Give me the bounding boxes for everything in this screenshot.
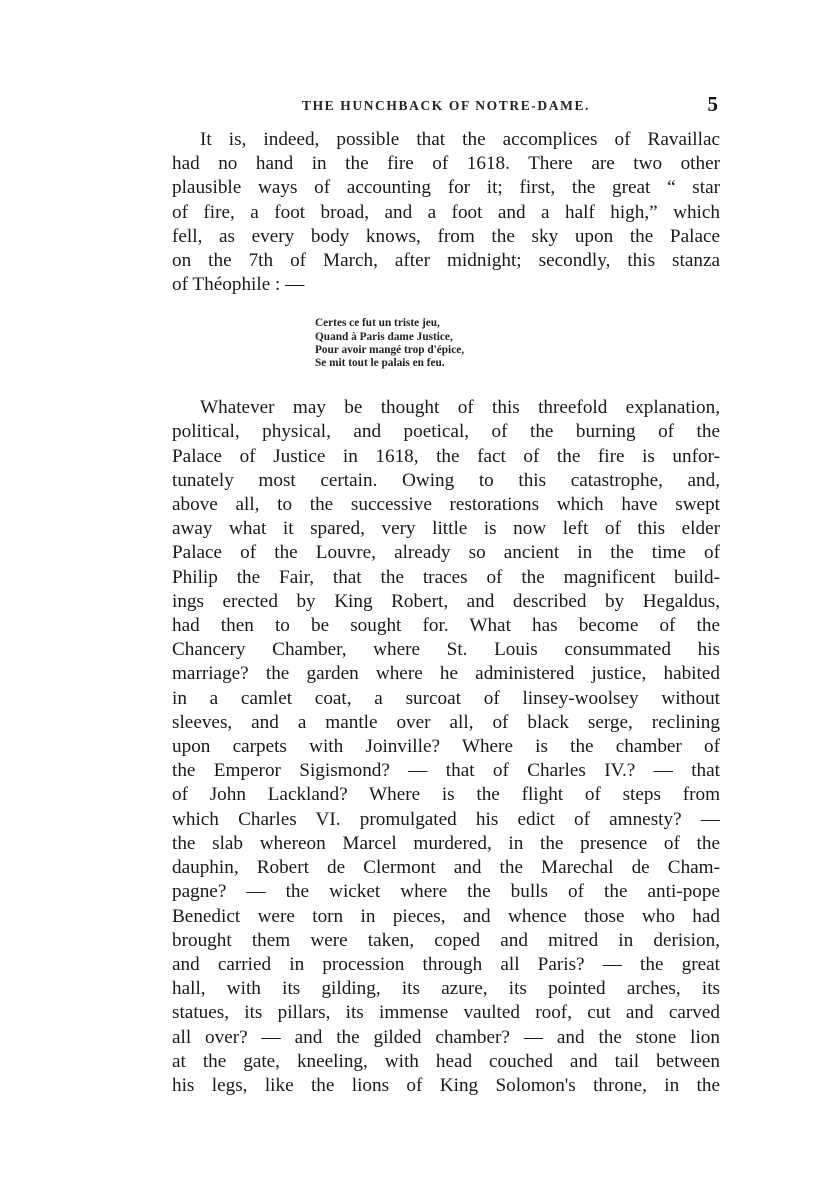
- text-line: tunately most certain. Owing to this catastrophe, and,: [172, 469, 720, 491]
- text-line: marriage? the garden where he administered justice, habited: [172, 663, 720, 685]
- text-line: the Emperor Sigismond? — that of Charles IV.? — that: [172, 760, 720, 782]
- text-line: political, physical, and poetical, of the burning of the: [172, 421, 720, 443]
- text-line: Benedict were torn in pieces, and whence those who had: [172, 905, 720, 927]
- paragraph-2: [172, 396, 720, 1098]
- text-line: of Théophile : —: [172, 274, 305, 296]
- text-line: sleeves, and a mantle over all, of black serge, reclining: [172, 711, 720, 733]
- text-line: his legs, like the lions of King Solomon's throne, in the: [172, 1074, 720, 1096]
- text-line: dauphin, Robert de Clermont and the Marechal de Cham-: [172, 857, 720, 879]
- text-line: statues, its pillars, its immense vaulted roof, cut and carved: [172, 1002, 720, 1024]
- text-line: had then to be sought for. What has become of the: [172, 615, 720, 637]
- running-title: THE HUNCHBACK OF NOTRE-DAME.: [301, 98, 591, 113]
- text-line: on the 7th of March, after midnight; secondly, this stanza: [172, 250, 720, 272]
- verse-line: Se mit tout le palais en feu.: [315, 357, 445, 370]
- text-line: pagne? — the wicket where the bulls of the anti-pope: [172, 881, 720, 903]
- page-number: 5: [707, 92, 718, 116]
- text-line: which Charles VI. promulgated his edict of amnesty? —: [172, 808, 720, 830]
- text-line: away what it spared, very little is now left of this elder: [172, 518, 720, 540]
- text-line: all over? — and the gilded chamber? — and the stone lion: [172, 1026, 720, 1048]
- text-line: brought them were taken, coped and mitred in derision,: [172, 929, 720, 951]
- text-line: Palace of Justice in 1618, the fact of the fire is unfor-: [172, 445, 720, 467]
- text-line: Chancery Chamber, where St. Louis consummated his: [172, 639, 720, 661]
- text-line: ings erected by King Robert, and described by Hegaldus,: [172, 590, 720, 612]
- text-line: It is, indeed, possible that the accomplices of Ravaillac: [200, 129, 720, 150]
- text-line: the slab whereon Marcel murdered, in the presence of the: [172, 832, 720, 854]
- text-line: Whatever may be thought of this threefold explanation,: [200, 397, 720, 419]
- text-line: hall, with its gilding, its azure, its pointed arches, its: [172, 978, 720, 1000]
- text-line: at the gate, kneeling, with head couched and tail between: [172, 1050, 720, 1072]
- text-line: plausible ways of accounting for it; first, the great “ star: [172, 177, 720, 199]
- text-line: Palace of the Louvre, already so ancient in the time of: [172, 542, 720, 564]
- verse-line: Certes ce fut un triste jeu,: [315, 317, 440, 330]
- text-line: of John Lackland? Where is the flight of steps from: [172, 784, 720, 806]
- verse-stanza: [315, 317, 720, 370]
- text-line: Philip the Fair, that the traces of the magnificent build-: [172, 566, 720, 588]
- verse-line: Pour avoir mangé trop d'épice,: [315, 343, 465, 356]
- verse-line: Quand à Paris dame Justice,: [315, 330, 453, 343]
- text-line: and carried in procession through all Paris? — the great: [172, 953, 720, 975]
- text-line: upon carpets with Joinville? Where is the chamber of: [172, 736, 720, 758]
- text-line: had no hand in the fire of 1618. There are two other: [172, 153, 720, 175]
- text-line: above all, to the successive restorations which have swept: [172, 494, 720, 516]
- page-header: [172, 92, 720, 122]
- book-page: [172, 92, 720, 1098]
- text-line: in a camlet coat, a surcoat of linsey-woolsey without: [172, 687, 720, 709]
- paragraph-1: [172, 128, 720, 297]
- text-line: fell, as every body knows, from the sky upon the Palace: [172, 225, 720, 247]
- text-line: of fire, a foot broad, and a foot and a half high,” which: [172, 201, 720, 223]
